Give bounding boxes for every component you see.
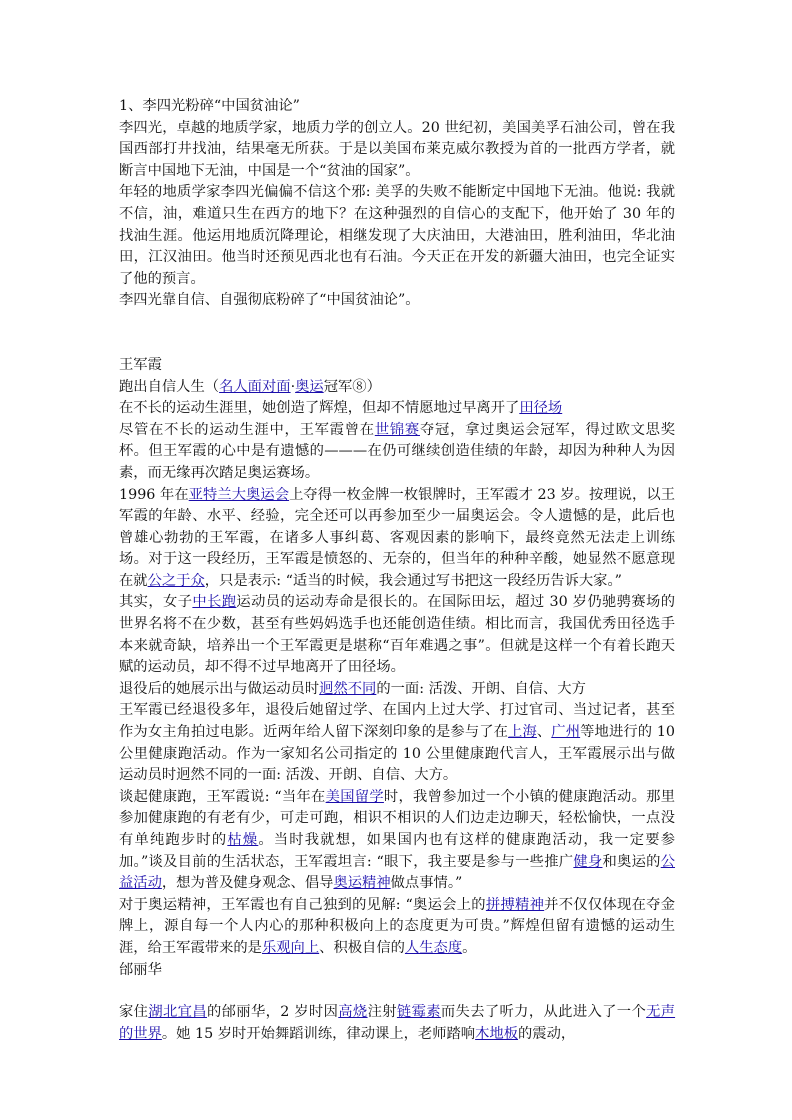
link-make-public[interactable]: 公之于众 — [147, 572, 205, 589]
text: 做点事情。” — [390, 875, 463, 892]
link-olympics[interactable]: 奥运 — [295, 378, 324, 395]
text: 。她 15 岁时开始舞蹈训练，律动课上，老师踏响 — [161, 1025, 476, 1042]
link-shanghai[interactable]: 上海 — [508, 724, 537, 741]
link-study-in-us[interactable]: 美国留学 — [325, 788, 384, 805]
text: 1996 年在 — [119, 486, 189, 503]
text: 上夺得一枚金牌一枚银牌时，王军霞才 23 岁。按理说，以王军霞的年龄、水平、经验，完全还可以再参加至少一届奥运会。令人遗憾的是，此后也曾雄心勃勃的王军霞，在诸多人事纠葛、客观因素的影响下，最终竟然无法走上训练场。对于这一段经历，王军霞是愤怒的、无奈的，但当年的种种辛酸，她显然不愿意现在就 — [119, 486, 675, 589]
link-boring[interactable]: 枯燥 — [227, 832, 259, 848]
link-fighting-spirit[interactable]: 拼搏精神 — [485, 896, 545, 913]
document-body — [119, 96, 675, 1045]
link-olympic-spirit[interactable]: 奥运精神 — [333, 875, 391, 892]
link-celebrity-interview[interactable]: 名人面对面 — [219, 378, 291, 395]
link-wooden-floor[interactable]: 木地板 — [475, 1025, 518, 1042]
paragraph — [119, 679, 675, 701]
text: 家住 — [119, 1004, 149, 1021]
text: 的一面: 活泼、开朗、自信、大方 — [376, 680, 586, 697]
text: 。当时我就想，如果国内也有这样的健康跑活动，我一定要参加。”谈及目前的生活状态，王军霞坦言: “眼下，我主要是参与一些推广 — [119, 832, 676, 870]
text: 并不仅仅体现在夺金牌上，源自每一个人内心的那种积极向上的态度更为可贵。”辉煌但留有遗憾的运动生涯，给王军霞带来的是 — [119, 896, 676, 956]
text: 的邰丽华，2 岁时因 — [206, 1004, 339, 1021]
text: 夺冠，拿过奥运会冠军，得过欧文思奖杯。但王军霞的心中是有遗憾的———在仍可继续创造佳绩的年龄，却因为种种人为因素，而无缘再次踏足奥运赛场。 — [119, 421, 676, 481]
text: 。 — [462, 939, 477, 956]
paragraph: 李四光，卓越的地质学家，地质力学的创立人。20 世纪初，美国美孚石油公司，曾在我国西部打井找油，结果毫无所获。于是以美国布莱克威尔教授为首的一批西方学者，就断言中国地下无油，中国是一个“贫油的国家”。 — [119, 119, 675, 179]
text: ，想为普及健身观念、倡导 — [161, 875, 334, 892]
text: 等地进行的 10 公里健康跑活动。作为一家知名公司指定的 10 公里健康跑代言人，王军霞展示出与做运动员时迥然不同的一面: 活泼、开朗、自信、大方。 — [119, 724, 676, 784]
link-streptomycin[interactable]: 链霉素 — [396, 1004, 441, 1021]
paragraph — [119, 398, 675, 420]
paragraph — [119, 592, 675, 678]
text: 时，我曾参加过一个小镇的健康跑活动。那里参加健康跑的有老有少，可走可跑，相识不相识的人们边走边聊天，轻松愉快，一点没有单纯跑步时的 — [119, 788, 676, 848]
text: 在不长的运动生涯里，她创造了辉煌，但却不情愿地过早离开了 — [119, 400, 520, 417]
link-charity[interactable]: 公益活动 — [119, 853, 676, 892]
paragraph — [119, 700, 675, 786]
text: ，只是表示: “适当的时候，我会通过写书把这一段经历告诉大家。” — [204, 572, 622, 589]
paragraph — [119, 787, 675, 895]
section-heading-wang-junxia: 王军霞 — [119, 356, 162, 373]
paragraph — [119, 895, 675, 960]
text: 注射 — [367, 1004, 397, 1021]
link-track-field[interactable]: 田径场 — [519, 400, 563, 417]
text: 王军霞已经退役多年，退役后她留过学、在国内上过大学、打过官司、当过记者，甚至作为女主角拍过电影。近两年给人留下深刻印象的是参与了在 — [119, 702, 675, 741]
text: 的震动， — [518, 1025, 576, 1042]
section-heading-tai-lihua: 邰丽华 — [119, 961, 162, 978]
text: 其实，女子 — [119, 594, 193, 611]
subtitle-text: · — [290, 378, 296, 395]
link-yichang-hubei[interactable]: 湖北宜昌 — [148, 1004, 207, 1021]
paragraph — [119, 1002, 675, 1045]
text: 尽管在不长的运动生涯中，王军霞曾在 — [119, 421, 375, 438]
text: 而失去了听力，从此进入了一个 — [440, 1004, 647, 1021]
link-middle-distance[interactable]: 中长跑 — [192, 594, 237, 611]
link-world-championships[interactable]: 世锦赛 — [374, 421, 420, 438]
link-silent-world[interactable]: 无声的世界 — [119, 1004, 676, 1042]
paragraph — [119, 485, 675, 593]
link-optimism[interactable]: 乐观向上 — [261, 939, 320, 956]
spacer — [119, 312, 675, 355]
paragraph: 李四光靠自信、自强彻底粉碎了“中国贫油论”。 — [119, 292, 420, 309]
text: 和奥运的 — [602, 853, 661, 870]
spacer — [119, 981, 675, 1002]
subtitle-text: 冠军⑧） — [323, 378, 381, 395]
text: 对于奥运精神，王军霞也有自己独到的见解: “奥运会上的 — [119, 896, 486, 913]
subtitle-text: 跑出自信人生（ — [119, 378, 220, 395]
link-completely-different[interactable]: 迥然不同 — [319, 680, 377, 697]
text: 谈起健康跑，王军霞说: “当年在 — [119, 788, 326, 805]
link-atlanta-olympics[interactable]: 亚特兰大奥运会 — [188, 486, 290, 503]
text: 、积极自信的 — [319, 939, 405, 956]
text: 退役后的她展示出与做运动员时 — [119, 680, 320, 697]
text: 运动员的运动寿命是很长的。在国际田坛，超过 30 岁仍驰骋赛场的世界名将不在少数，甚至有些妈妈选手也还能创造佳绩。相比而言，我国优秀田径选手本来就奇缺，培养出一个王军霞更是堪称“百年难遇之事”。但就是这样一个有着长跑天赋的运动员，却不得不过早地离开了田径场。 — [119, 594, 676, 676]
text: 、 — [536, 724, 552, 741]
paragraph — [119, 420, 675, 485]
paragraph: 年轻的地质学家李四光偏偏不信这个邪: 美孚的失败不能断定中国地下无油。他说: 我就不信，油，难道只生在西方的地下？在这种强烈的自信心的支配下，他开始了 30 年的找油生涯。他运用地质沉降理论，相继发现了大庆油田，大港油田，胜利油田，华北油田，江汉油田。他当时还预见西北也有石油。今天正在开发的新疆大油田，也完全证实了他的预言。 — [119, 184, 675, 287]
link-fitness[interactable]: 健身 — [573, 853, 603, 870]
section-heading-li-siguang: 1、李四光粉碎“中国贫油论” — [119, 98, 300, 114]
link-high-fever[interactable]: 高烧 — [338, 1004, 368, 1021]
link-guangzhou[interactable]: 广州 — [551, 724, 581, 741]
link-life-attitude[interactable]: 人生态度 — [404, 939, 463, 956]
article-subtitle — [119, 377, 675, 399]
